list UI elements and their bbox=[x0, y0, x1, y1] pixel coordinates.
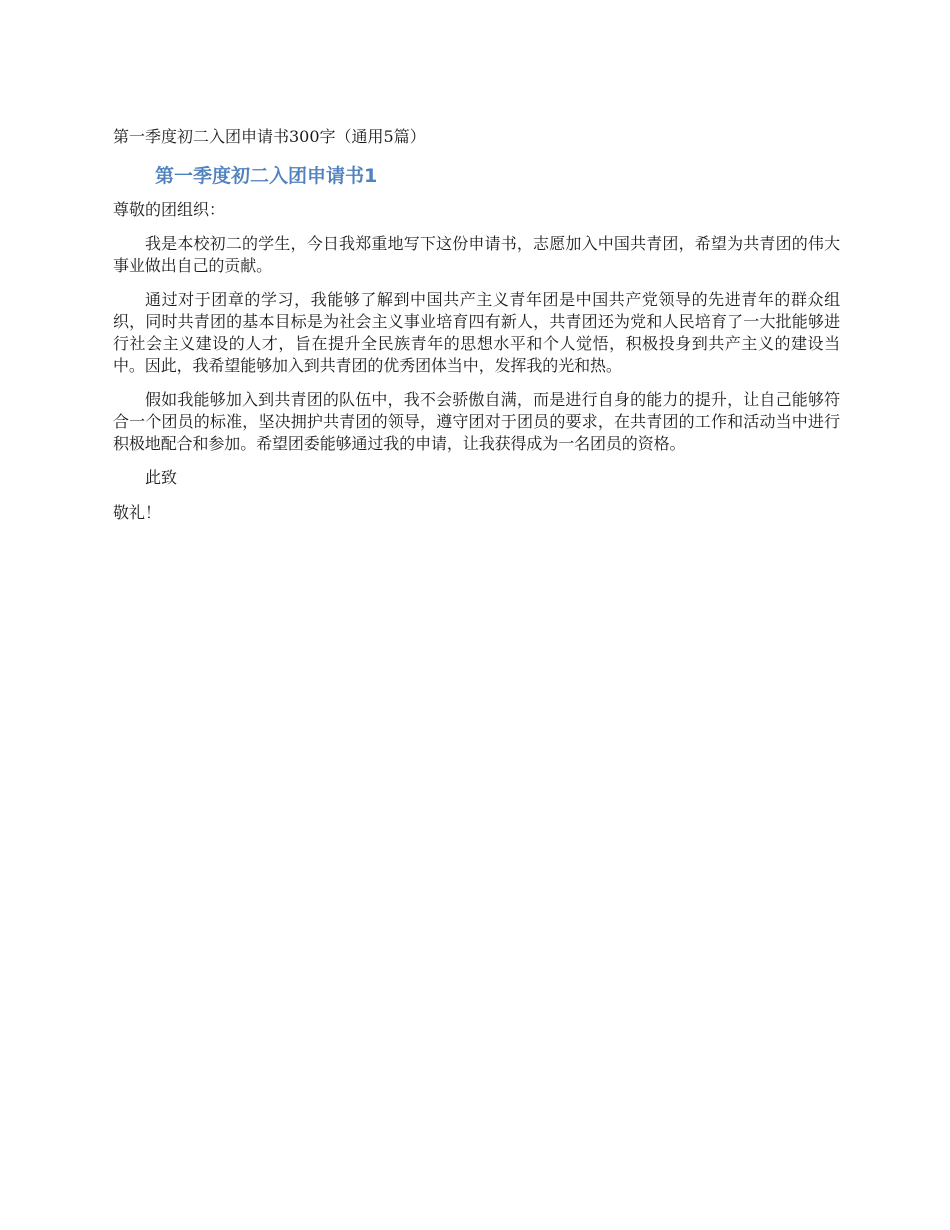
document-page bbox=[113, 124, 840, 524]
body-paragraph-2: 通过对于团章的学习，我能够了解到中国共产主义青年团是中国共产党领导的先进青年的群众组织，同时共青团的基本目标是为社会主义事业培育四有新人，共青团还为党和人民培育了一大批能够进行社会主义建设的人才，旨在提升全民族青年的思想水平和个人觉悟，积极投身到共产主义的建设当中。因此，我希望能够加入到共青团的优秀团体当中，发挥我的光和热。 bbox=[113, 290, 840, 375]
document-title: 第一季度初二入团申请书300字（通用5篇） bbox=[113, 127, 426, 146]
body-paragraph-3: 假如我能够加入到共青团的队伍中，我不会骄傲自满，而是进行自身的能力的提升，让自己能够符合一个团员的标准，坚决拥护共青团的领导，遵守团对于团员的要求，在共青团的工作和活动当中进行积极地配合和参加。希望团委能够通过我的申请，让我获得成为一名团员的资格。 bbox=[113, 390, 840, 453]
closing-line: 此致 bbox=[145, 468, 178, 487]
regards-line: 敬礼！ bbox=[113, 503, 162, 522]
section-heading: 第一季度初二入团申请书1 bbox=[155, 165, 378, 187]
body-paragraph-1: 我是本校初二的学生，今日我郑重地写下这份申请书，志愿加入中国共青团，希望为共青团的伟大事业做出自己的贡献。 bbox=[113, 234, 840, 275]
salutation: 尊敬的团组织： bbox=[113, 200, 226, 219]
